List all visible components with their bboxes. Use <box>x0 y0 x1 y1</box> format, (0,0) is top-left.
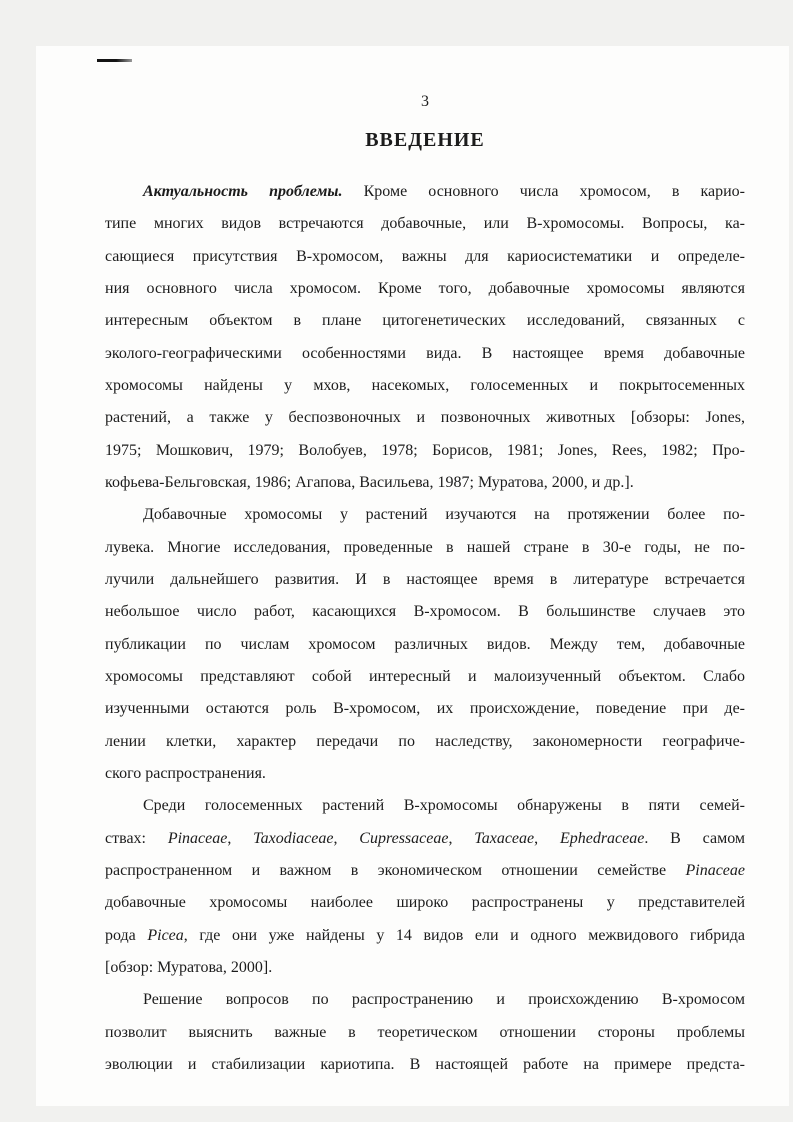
text-segment: ния основного числа хромосом. Кроме того, добавочные хромосомы являются <box>105 279 745 297</box>
text-segment: лувека. Многие исследования, проведенные в нашей стране в 30-е годы, не по- <box>105 538 745 556</box>
text-line <box>105 661 745 693</box>
taxon-name-italic: Ephedraceae <box>559 829 645 847</box>
text-line <box>105 499 745 531</box>
text-segment: хромосомы представляют собой интересный и малоизученный объектом. Слабо <box>105 667 745 685</box>
text-line <box>105 241 745 273</box>
text-body <box>105 176 745 1081</box>
text-segment: , <box>448 829 475 847</box>
taxon-name-italic: Cupressaceae <box>359 829 449 847</box>
taxon-name-italic: Pinaceae <box>167 829 228 847</box>
text-segment: . В самом <box>644 829 745 847</box>
text-line <box>105 208 745 240</box>
text-line <box>105 1049 745 1081</box>
text-segment: , <box>227 829 254 847</box>
text-line <box>105 467 745 499</box>
text-line <box>105 532 745 564</box>
text-line <box>105 984 745 1016</box>
text-line <box>105 273 745 305</box>
text-line <box>105 596 745 628</box>
text-line <box>105 887 745 919</box>
text-line <box>105 370 745 402</box>
document-title: ВВЕДЕНИЕ <box>365 129 485 151</box>
text-segment: Кроме основного числа хромосом, в карио- <box>342 183 745 200</box>
text-line <box>105 1017 745 1049</box>
paragraph <box>105 790 745 984</box>
text-line <box>105 823 745 855</box>
paragraph <box>105 499 745 790</box>
text-line <box>105 920 745 952</box>
text-segment: Среди голосеменных растений В-хромосомы обнаружены в пяти семей- <box>143 797 745 815</box>
text-segment: Решение вопросов по распространению и происхождению В-хромосом <box>143 991 745 1009</box>
text-segment: интересным объектом в плане цитогенетических исследований, связанных с <box>105 312 745 330</box>
taxon-name-italic: Picea <box>147 926 184 944</box>
text-segment: , <box>333 829 360 847</box>
text-segment: , где они уже найдены у 14 видов ели и одного межвидового гибрида <box>183 926 745 944</box>
text-line <box>105 402 745 434</box>
text-line <box>105 435 745 467</box>
text-segment: добавочные хромосомы наиболее широко распространены у представителей <box>105 894 745 912</box>
text-line <box>105 726 745 758</box>
text-segment: распространенном и важном в экономическом отношении семействе <box>105 861 686 879</box>
text-segment: публикации по числам хромосом различных видов. Между тем, добавочные <box>105 635 745 653</box>
text-segment: лучили дальнейшего развития. И в настоящее время в литературе встречается <box>105 570 745 588</box>
taxon-name-italic: Taxaceae <box>474 829 535 847</box>
text-segment: [обзор: Муратова, 2000]. <box>105 958 273 976</box>
text-line <box>105 855 745 887</box>
text-segment: рода <box>105 926 148 944</box>
text-line <box>105 564 745 596</box>
text-segment: кофьева-Бельговская, 1986; Агапова, Васильева, 1987; Муратова, 2000, и др.]. <box>105 473 634 491</box>
text-segment: позволит выяснить важные в теоретическом отношении стороны проблемы <box>105 1023 745 1041</box>
text-segment: ствах: <box>105 829 168 847</box>
taxon-name-italic: Pinaceae <box>685 861 745 879</box>
text-segment: типе многих видов встречаются добавочные, или В-хромосомы. Вопросы, ка- <box>105 215 745 233</box>
text-segment: ского распространения. <box>105 764 266 782</box>
text-segment: , <box>534 829 560 847</box>
text-line <box>105 952 745 984</box>
text-segment: эколого-географическими особенностями вида. В настоящее время добавочные <box>105 344 745 362</box>
text-line <box>105 693 745 725</box>
text-segment: изученными остаются роль В-хромосом, их происхождение, поведение при де- <box>105 700 745 718</box>
taxon-name-italic: Taxodiaceae <box>253 829 334 847</box>
text-line <box>105 338 745 370</box>
scanned-document-page <box>36 46 789 1106</box>
text-line <box>105 305 745 337</box>
text-line <box>105 176 745 208</box>
text-segment: хромосомы найдены у мхов, насекомых, голосеменных и покрытосеменных <box>105 376 745 394</box>
text-segment: небольшое число работ, касающихся В-хромосом. В большинстве случаев это <box>105 603 745 621</box>
text-segment: лении клетки, характер передачи по наследству, закономерности географиче- <box>105 732 745 750</box>
text-line <box>105 758 745 790</box>
text-line <box>105 790 745 822</box>
paragraph <box>105 984 745 1081</box>
text-segment: сающиеся присутствия В-хромосом, важны для кариосистематики и определе- <box>105 247 745 265</box>
text-line <box>105 629 745 661</box>
lead-in-emphasis: Актуальность проблемы. <box>143 183 343 200</box>
scan-artifact-dash <box>97 59 132 62</box>
text-segment: Добавочные хромосомы у растений изучаются на протяжении более по- <box>143 506 745 524</box>
text-segment: эволюции и стабилизации кариотипа. В настоящей работе на примере предста- <box>105 1055 745 1073</box>
page-number: 3 <box>421 93 429 110</box>
text-segment: 1975; Мошкович, 1979; Волобуев, 1978; Борисов, 1981; Jones, Rees, 1982; Про- <box>105 441 745 459</box>
paragraph <box>105 176 745 499</box>
text-segment: растений, а также у беспозвоночных и позвоночных животных [обзоры: Jones, <box>105 409 745 427</box>
